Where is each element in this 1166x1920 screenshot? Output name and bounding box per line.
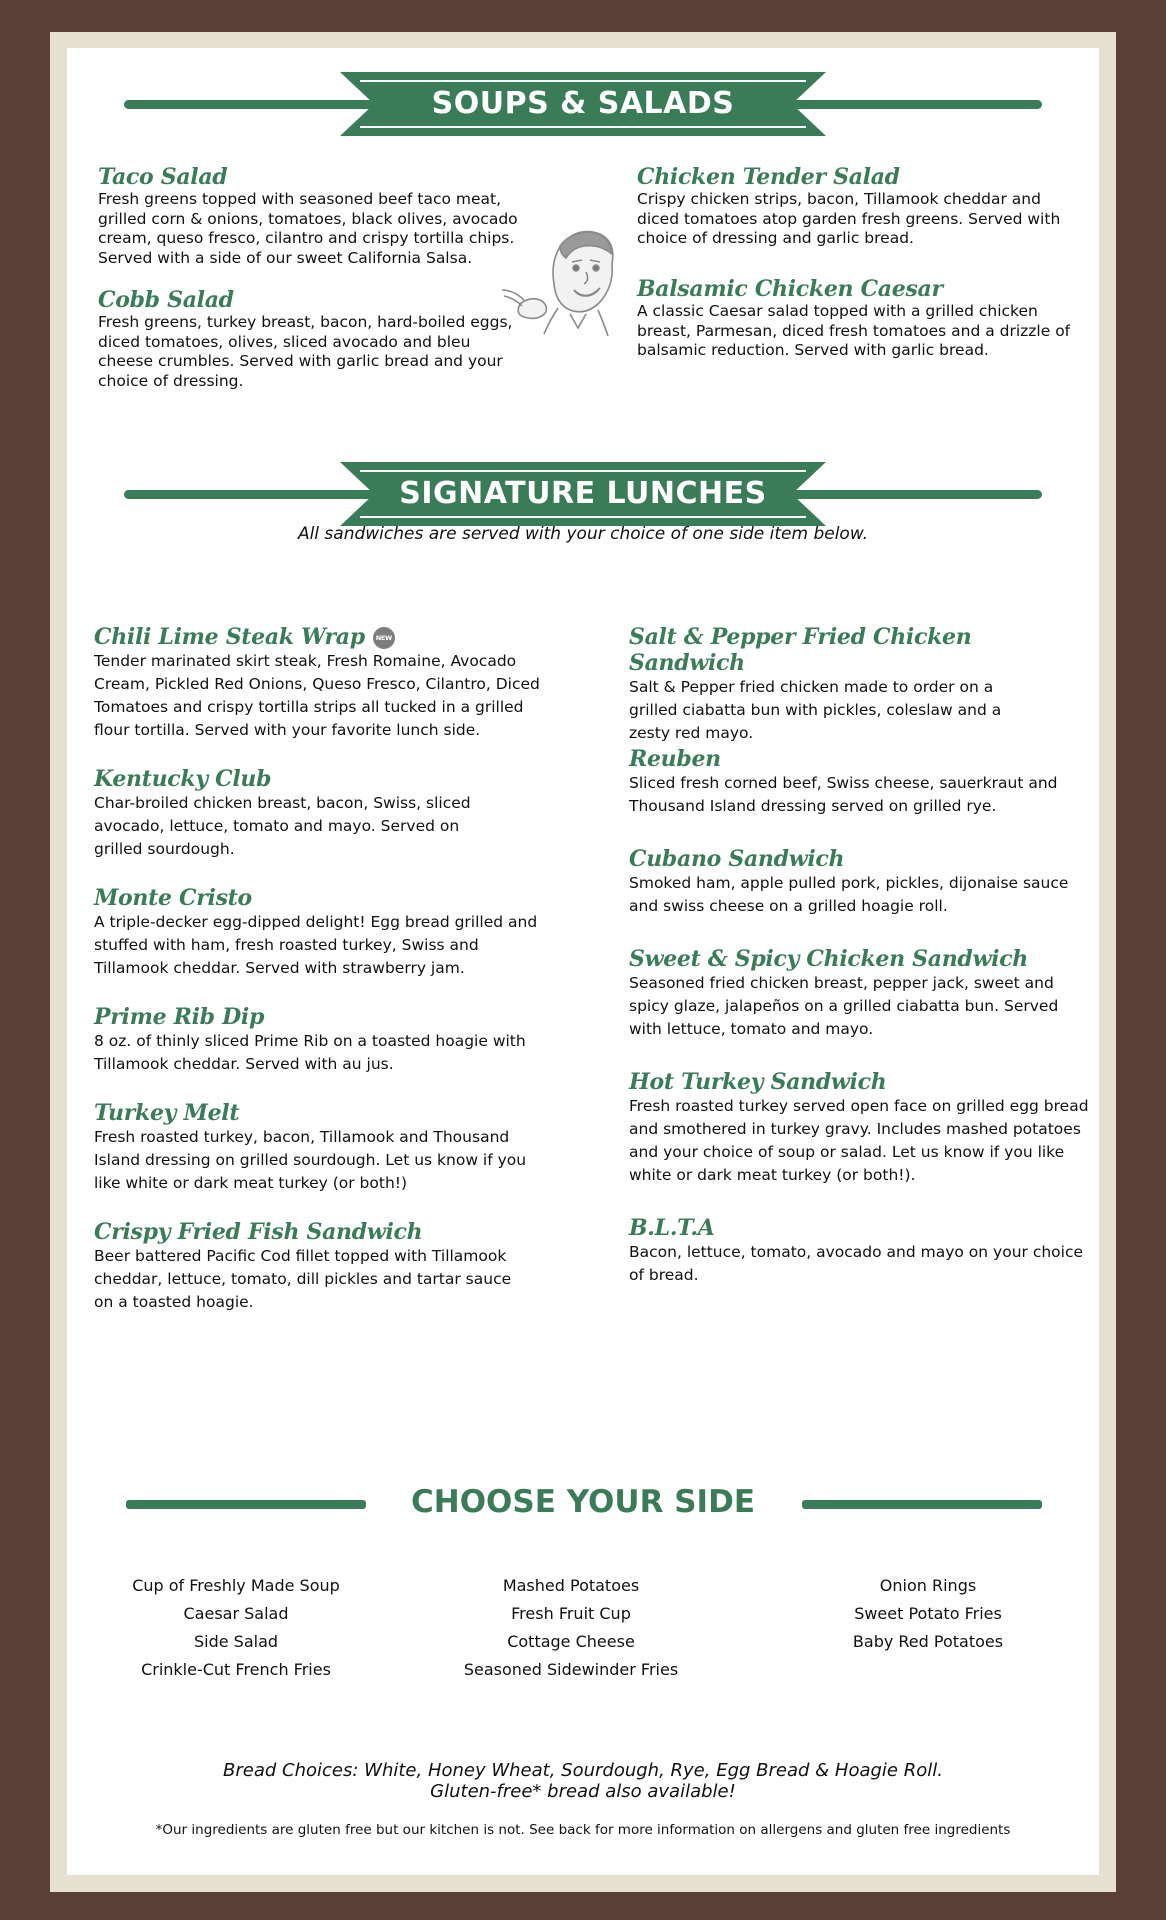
item-name: Taco Salad bbox=[98, 164, 228, 190]
item-name: Monte Cristo bbox=[94, 885, 252, 911]
item-name: Kentucky Club bbox=[94, 766, 272, 792]
item-name bbox=[94, 624, 550, 650]
menu-item-hot-turkey-sandwich bbox=[629, 1069, 1089, 1187]
sides-column-3 bbox=[768, 1572, 1088, 1656]
item-desc: Fresh roasted turkey, bacon, Tillamook and Thousand Island dressing on grilled sourdough. Let us know if you like white or dark meat turkey (or both!) bbox=[94, 1128, 527, 1192]
item-desc: Fresh greens, turkey breast, bacon, hard-boiled eggs, diced tomatoes, olives, sliced avocado and bleu cheese crumbles. Served with garlic bread and your choice of dressing. bbox=[98, 313, 513, 390]
item-desc: Seasoned fried chicken breast, pepper jack, sweet and spicy glaze, jalapeños on a grilled ciabatta bun. Served with lettuce, tomato and mayo. bbox=[629, 974, 1059, 1038]
item-desc: Char-broiled chicken breast, bacon, Swiss, sliced avocado, lettuce, tomato and mayo. Served on grilled sourdough. bbox=[94, 794, 471, 858]
menu-item-monte-cristo bbox=[94, 885, 550, 980]
soups-banner bbox=[124, 72, 1042, 136]
menu-item-cobb-salad bbox=[98, 287, 528, 391]
bread-line-2: Gluten-free* bread also available! bbox=[430, 1781, 736, 1802]
item-desc: Beer battered Pacific Cod fillet topped with Tillamook cheddar, lettuce, tomato, dill pickles and tartar sauce on a toasted hoagie. bbox=[94, 1247, 512, 1311]
item-desc: Salt & Pepper fried chicken made to order on a grilled ciabatta bun with pickles, coleslaw and a zesty red mayo. bbox=[629, 678, 1002, 742]
item-name: Prime Rib Dip bbox=[94, 1004, 265, 1030]
side-item: Baby Red Potatoes bbox=[852, 1632, 1004, 1651]
menu-item-crispy-fried-fish-sandwich bbox=[94, 1219, 514, 1314]
menu-item-reuben bbox=[629, 746, 1089, 818]
item-desc: Bacon, lettuce, tomato, avocado and mayo on your choice of bread. bbox=[629, 1243, 1084, 1284]
menu-item-chicken-tender-salad bbox=[637, 164, 1087, 249]
menu-item-prime-rib-dip bbox=[94, 1004, 534, 1076]
item-desc: Fresh greens topped with seasoned beef taco meat, grilled corn & onions, tomatoes, black olives, avocado cream, queso fresco, cilantro and crispy tortilla chips. Served with a side of our sweet California Salsa. bbox=[98, 190, 518, 267]
side-item: Cup of Freshly Made Soup bbox=[132, 1576, 340, 1595]
menu-item-kentucky-club bbox=[94, 766, 494, 861]
side-item: Cottage Cheese bbox=[507, 1632, 635, 1651]
side-item: Seasoned Sidewinder Fries bbox=[463, 1660, 679, 1679]
lunches-subtitle: All sandwiches are served with your choice of one side item below. bbox=[297, 524, 869, 544]
side-item: Side Salad bbox=[193, 1632, 279, 1651]
item-name: Sweet & Spicy Chicken Sandwich bbox=[629, 946, 1028, 972]
sides-column-1 bbox=[76, 1572, 396, 1684]
side-item: Fresh Fruit Cup bbox=[511, 1604, 631, 1623]
bread-line-1: Bread Choices: White, Honey Wheat, Sourdough, Rye, Egg Bread & Hoagie Roll. bbox=[223, 1760, 943, 1781]
gluten-footnote: *Our ingredients are gluten free but our kitchen is not. See back for more information on allergens and gluten free ingredients bbox=[155, 1822, 1011, 1838]
item-desc: Smoked ham, apple pulled pork, pickles, dijonaise sauce and swiss cheese on a grilled hoagie roll. bbox=[629, 874, 1069, 915]
item-name: B.L.T.A bbox=[629, 1215, 715, 1241]
side-item: Onion Rings bbox=[879, 1576, 977, 1595]
item-desc: A triple-decker egg-dipped delight! Egg bread grilled and stuffed with ham, fresh roasted turkey, Swiss and Tillamook cheddar. Served with strawberry jam. bbox=[94, 913, 538, 977]
sides-column-2 bbox=[411, 1572, 731, 1684]
lunches-title: SIGNATURE LUNCHES bbox=[399, 476, 767, 511]
side-item: Crinkle-Cut French Fries bbox=[141, 1660, 331, 1679]
sides-title: CHOOSE YOUR SIDE bbox=[411, 1484, 755, 1520]
new-badge: NEW bbox=[373, 627, 395, 649]
item-desc: Fresh roasted turkey served open face on grilled egg bread and smothered in turkey gravy. Includes mashed potatoes and your choice of soup or salad. Let us know if you like white or dark meat turkey (or both!). bbox=[629, 1097, 1089, 1184]
menu-item-chili-lime-steak-wrap bbox=[94, 624, 550, 742]
item-name: Balsamic Chicken Caesar bbox=[637, 276, 943, 302]
menu-item-salt-pepper-fried-chicken-sandwich bbox=[629, 624, 1039, 745]
bread-choices bbox=[124, 1760, 1042, 1802]
item-name: Hot Turkey Sandwich bbox=[629, 1069, 887, 1095]
item-name: Salt & Pepper Fried Chicken Sandwich bbox=[629, 624, 972, 676]
item-desc: A classic Caesar salad topped with a grilled chicken breast, Parmesan, diced fresh tomatoes and a drizzle of balsamic reduction. Served with garlic bread. bbox=[637, 302, 1071, 359]
item-name: Cubano Sandwich bbox=[629, 846, 845, 872]
item-name: Turkey Melt bbox=[94, 1100, 240, 1126]
menu-item-cubano-sandwich bbox=[629, 846, 1089, 918]
item-name: Cobb Salad bbox=[98, 287, 234, 313]
mascot-icon bbox=[500, 224, 630, 349]
menu-item-taco-salad bbox=[98, 164, 546, 268]
menu-item-turkey-melt bbox=[94, 1100, 534, 1195]
soups-title: SOUPS & SALADS bbox=[431, 86, 735, 121]
item-name: Chicken Tender Salad bbox=[637, 164, 900, 190]
sides-header bbox=[124, 1484, 1042, 1524]
item-desc: Sliced fresh corned beef, Swiss cheese, sauerkraut and Thousand Island dressing served on grilled rye. bbox=[629, 774, 1058, 815]
menu-item-balsamic-chicken-caesar bbox=[637, 276, 1087, 361]
side-item: Mashed Potatoes bbox=[502, 1576, 640, 1595]
item-desc: Tender marinated skirt steak, Fresh Romaine, Avocado Cream, Pickled Red Onions, Queso Fresco, Cilantro, Diced Tomatoes and crispy tortilla strips all tucked in a grilled flour tortilla. Served with your favorite lunch side. bbox=[94, 652, 540, 739]
item-name: Reuben bbox=[629, 746, 721, 772]
menu-item-blta bbox=[629, 1215, 1089, 1287]
item-name: Crispy Fried Fish Sandwich bbox=[94, 1219, 423, 1245]
menu-item-sweet-spicy-chicken-sandwich bbox=[629, 946, 1089, 1041]
side-item: Sweet Potato Fries bbox=[854, 1604, 1002, 1623]
item-desc: 8 oz. of thinly sliced Prime Rib on a toasted hoagie with Tillamook cheddar. Served with au jus. bbox=[94, 1032, 526, 1073]
item-name-text: Chili Lime Steak Wrap bbox=[94, 624, 365, 650]
item-desc: Crispy chicken strips, bacon, Tillamook cheddar and diced tomatoes atop garden fresh greens. Served with choice of dressing and garlic bread. bbox=[637, 190, 1061, 247]
side-item: Caesar Salad bbox=[183, 1604, 289, 1623]
lunches-banner bbox=[124, 462, 1042, 526]
